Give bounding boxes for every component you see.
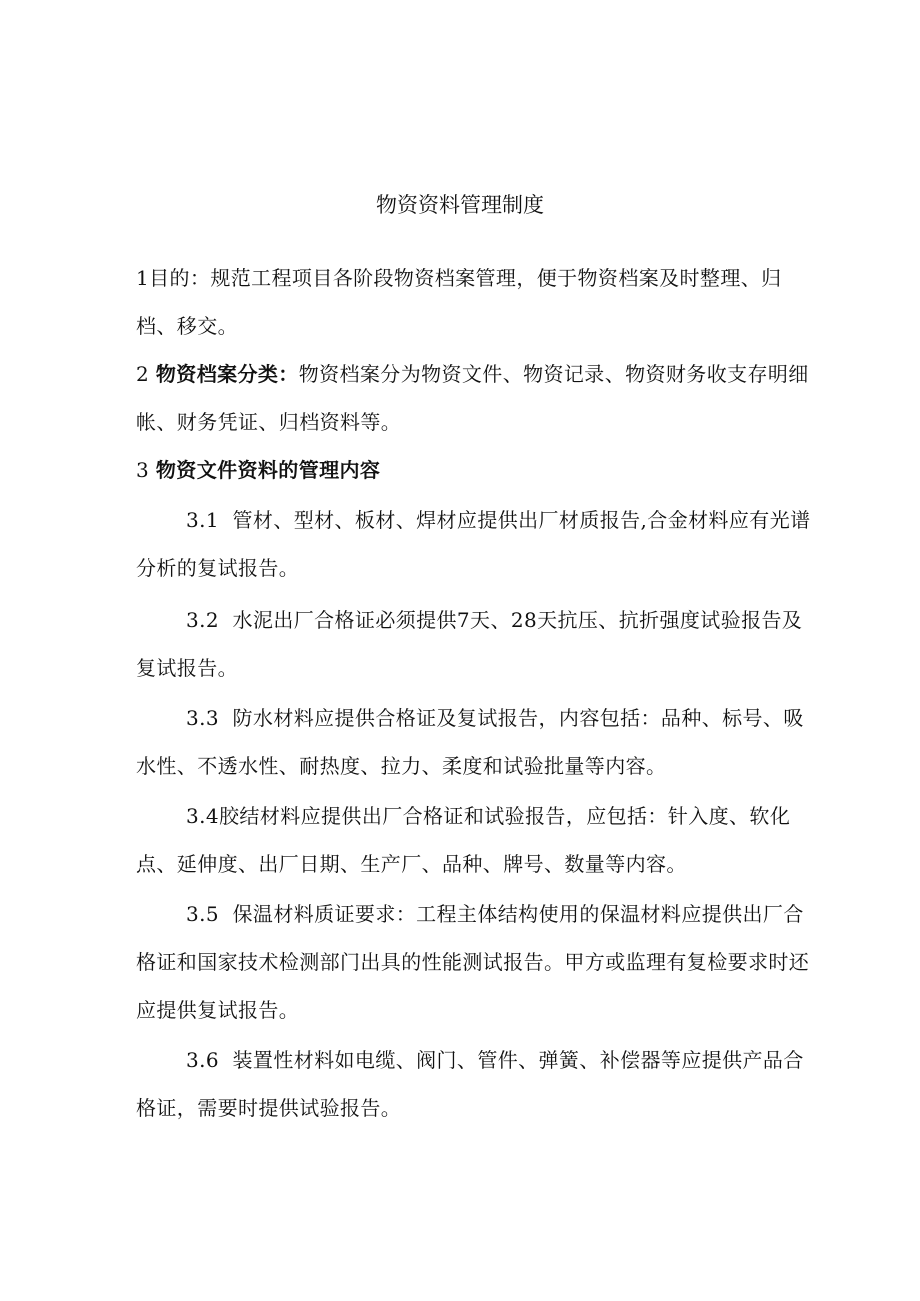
section-text: 规范工程项目各阶段物资档案管理，便于物资档案及时整理、归档、移交。: [136, 266, 782, 338]
section-text: 物资档案分为物资文件、物资记录、物资财务收支存明细帐、财务凭证、归档资料等。: [136, 362, 809, 434]
item-number: 3.6: [186, 1048, 220, 1072]
section-classification: [136, 350, 816, 446]
item-number: 3.1: [186, 508, 220, 532]
item-3-1: [136, 496, 816, 592]
item-text: 胶结材料应提供出厂合格证和试验报告，应包括：针入度、软化点、延伸度、出厂日期、生产厂、品种、牌号、数量等内容。: [136, 804, 791, 876]
item-3-3: [136, 694, 816, 790]
section-heading: 目的：: [149, 266, 211, 290]
section-number: 1: [136, 266, 150, 290]
item-3-4: [136, 792, 816, 888]
item-text: 管材、型材、板材、焊材应提供出厂材质报告,合金材料应有光谱分析的复试报告。: [136, 508, 811, 580]
section-heading: 物资档案分类：: [155, 362, 299, 386]
section-number: 2: [136, 362, 150, 386]
section-management-content: [136, 446, 816, 494]
section-heading: 物资文件资料的管理内容: [155, 458, 381, 482]
item-text: 水泥出厂合格证必须提供7天、28天抗压、抗折强度试验报告及复试报告。: [136, 608, 803, 680]
document-title: 物资资料管理制度: [376, 193, 544, 217]
section-purpose: [136, 254, 816, 350]
item-number: 3.4: [186, 804, 220, 828]
item-3-5: [136, 890, 816, 1034]
item-number: 3.2: [186, 608, 220, 632]
item-text: 防水材料应提供合格证及复试报告，内容包括：品种、标号、吸水性、不透水性、耐热度、拉力、柔度和试验批量等内容。: [136, 706, 804, 778]
item-text: 装置性材料如电缆、阀门、管件、弹簧、补偿器等应提供产品合格证，需要时提供试验报告。: [136, 1048, 804, 1120]
item-3-6: [136, 1036, 816, 1132]
item-number: 3.3: [186, 706, 220, 730]
item-text: 保温材料质证要求：工程主体结构使用的保温材料应提供出厂合格证和国家技术检测部门出具的性能测试报告。甲方或监理有复检要求时还应提供复试报告。: [136, 902, 810, 1022]
section-number: 3: [136, 458, 150, 482]
item-number: 3.5: [186, 902, 220, 926]
item-3-2: [136, 596, 816, 692]
